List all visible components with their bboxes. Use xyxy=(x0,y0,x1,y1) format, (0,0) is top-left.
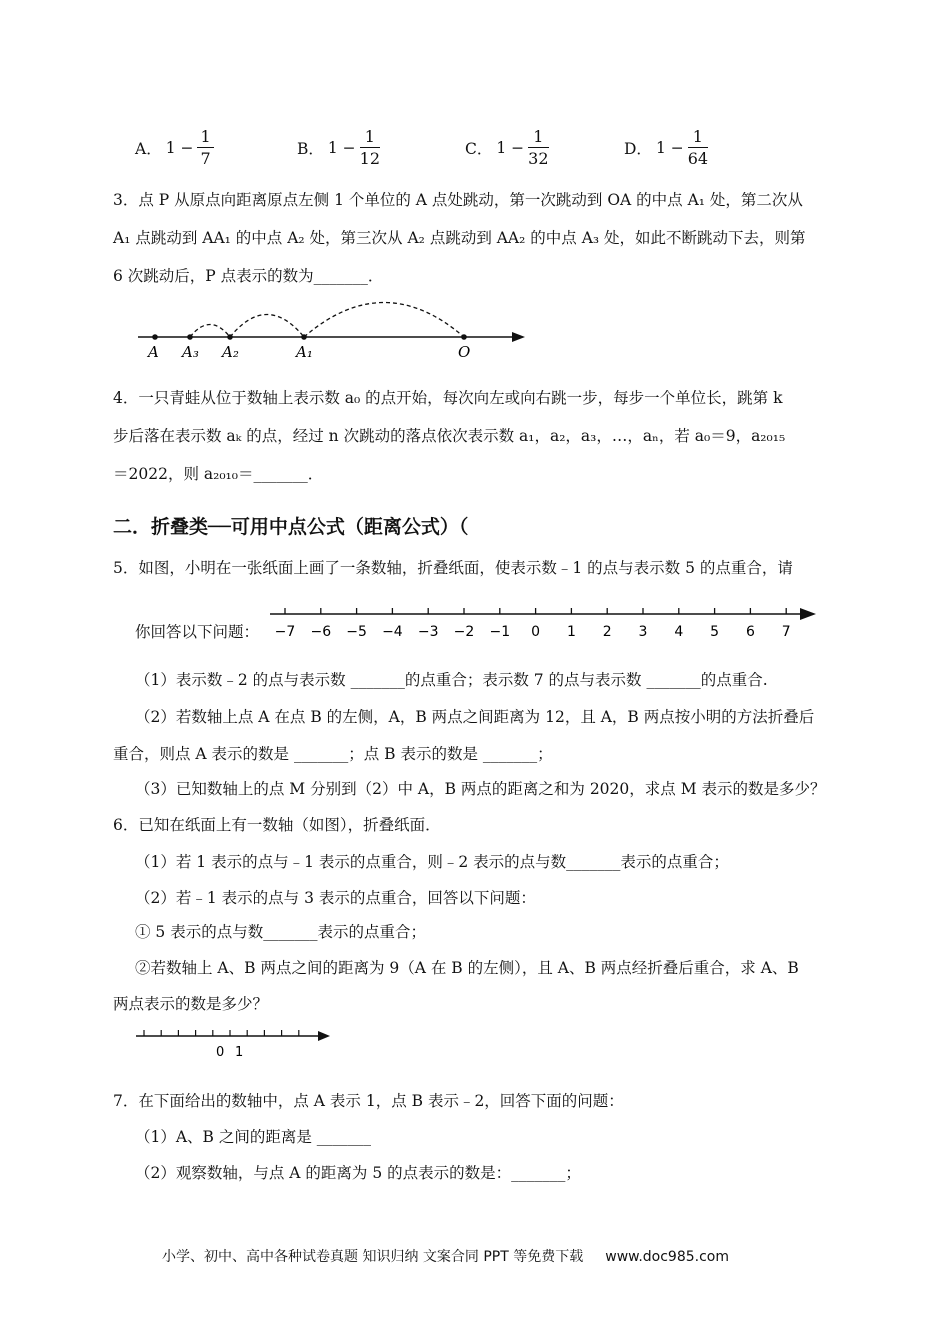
q5-sub-3: （3）已知数轴上的点 M 分别到（2）中 A，B 两点的距离之和为 2020，求点 M 表示的数是多少？ xyxy=(135,780,826,798)
option-b xyxy=(297,128,380,168)
q6-sub-2-2b: 两点表示的数是多少？ xyxy=(113,995,269,1013)
q5-tick-label: −2 xyxy=(453,624,475,640)
label-a1: A₁ xyxy=(296,343,313,361)
option-base: 1 − xyxy=(327,139,356,157)
q3-jump-figure xyxy=(130,290,540,370)
fraction xyxy=(360,128,380,168)
q4-line-2: 步后落在表示数 aₖ 的点，经过 n 次跳动的落点依次表示数 a₁，a₂，a₃，…，aₙ，若 a₀＝9，a₂₀₁₅ xyxy=(113,427,786,445)
q5-tick-label: 7 xyxy=(781,624,791,640)
option-base: 1 − xyxy=(165,139,194,157)
q5-label-group xyxy=(275,624,791,640)
fraction-denominator: 32 xyxy=(528,149,549,168)
q6-sub-1: （1）若 1 表示的点与﹣1 表示的点重合，则﹣2 表示的点与数_______表示的点重合； xyxy=(135,853,729,871)
q3-line-3: 6 次跳动后，P 点表示的数为_______． xyxy=(113,267,384,285)
q5-tick-label: 4 xyxy=(674,624,684,640)
q5-sub-2a: （2）若数轴上点 A 在点 B 的左侧，A，B 两点之间距离为 12，且 A，B 两点按小明的方法折叠后 xyxy=(135,708,815,726)
q6-sub-2-2a: ②若数轴上 A、B 两点之间的距离为 9（A 在 B 的左侧），且 A、B 两点经折叠后重合，求 A、B xyxy=(135,959,799,977)
q4-line-3: ＝2022，则 a₂₀₁₀＝_______． xyxy=(113,465,324,483)
q6-sub-2: （2）若﹣1 表示的点与 3 表示的点重合，回答以下问题： xyxy=(135,889,536,907)
q5-tick-label: 0 xyxy=(531,624,541,640)
q5-tick-label: 5 xyxy=(710,624,720,640)
fraction xyxy=(688,128,708,168)
point-a3 xyxy=(187,334,193,340)
q6-axis-arrow xyxy=(318,1031,330,1041)
fraction-numerator: 1 xyxy=(688,128,708,148)
option-base: 1 − xyxy=(655,139,684,157)
q3-line-2: A₁ 点跳动到 AA₁ 的中点 A₂ 处，第三次从 A₂ 点跳动到 AA₂ 的中点 A₃ 处，如此不断跳动下去，则第 xyxy=(113,229,806,247)
section-title: 二．折叠类──可用中点公式（距离公式）（ xyxy=(113,516,469,538)
fraction-numerator: 1 xyxy=(197,128,213,148)
option-a xyxy=(135,128,214,168)
q4-line-1: 4．一只青蛙从位于数轴上表示数 a₀ 的点开始，每次向左或向右跳一步，每步一个单位长，跳第 k xyxy=(113,389,783,407)
q3-jump-arc-2 xyxy=(230,315,304,338)
q6-label-0: 0 xyxy=(216,1045,225,1060)
q5-tick-label: −1 xyxy=(489,624,511,640)
q3-jump-arc-3 xyxy=(190,325,230,338)
q6-label-1: 1 xyxy=(235,1045,244,1060)
label-a: A xyxy=(148,343,159,361)
option-label: A． xyxy=(135,140,162,158)
q5-line-1: 5．如图，小明在一张纸面上画了一条数轴，折叠纸面，使表示数﹣1 的点与表示数 5 的点重合，请 xyxy=(113,559,793,577)
q6-line-1: 6．已知在纸面上有一数轴（如图），折叠纸面． xyxy=(113,816,441,834)
q5-line-2: 你回答以下问题： xyxy=(135,623,260,641)
q7-sub-1: （1）A、B 之间的距离是 _______ xyxy=(135,1128,372,1146)
fraction-denominator: 64 xyxy=(687,149,709,168)
label-a3: A₃ xyxy=(182,343,199,361)
q5-axis-arrow xyxy=(800,608,816,620)
option-label: D． xyxy=(624,140,652,158)
q5-tick-label: −6 xyxy=(310,624,332,640)
q3-axis-arrow xyxy=(512,332,525,342)
option-d xyxy=(624,128,708,168)
q5-tick-label: 1 xyxy=(566,624,576,640)
q5-tick-group xyxy=(285,608,786,614)
footer-text: 小学、初中、高中各种试卷真题 知识归纳 文案合同 PPT 等免费下载 xyxy=(162,1249,584,1265)
q5-sub-2b: 重合，则点 A 表示的数是 _______；点 B 表示的数是 _______； xyxy=(113,745,553,763)
q7-sub-2: （2）观察数轴，与点 A 的距离为 5 的点表示的数是：_______； xyxy=(135,1164,581,1182)
q5-tick-label: −5 xyxy=(346,624,367,640)
q3-jump-arc-1 xyxy=(304,303,464,338)
option-label: B． xyxy=(297,140,324,158)
q3-line-1: 3．点 P 从原点向距离原点左侧 1 个单位的 A 点处跳动，第一次跳动到 OA 的中点 A₁ 处，第二次从 xyxy=(113,191,803,209)
q6-sub-2-1: ① 5 表示的点与数_______表示的点重合； xyxy=(135,923,426,941)
label-o: O xyxy=(458,343,471,361)
point-a2 xyxy=(227,334,233,340)
point-a xyxy=(152,334,158,340)
q5-tick-label: −3 xyxy=(417,624,439,640)
option-label: C． xyxy=(465,140,493,158)
footer xyxy=(162,1246,729,1266)
q5-tick-label: −7 xyxy=(274,624,296,640)
fraction-denominator: 12 xyxy=(359,149,381,168)
fraction xyxy=(197,128,213,168)
option-c xyxy=(465,128,549,168)
footer-url[interactable]: www.doc985.com xyxy=(605,1249,729,1265)
q5-sub-1: （1）表示数﹣2 的点与表示数 _______的点重合；表示数 7 的点与表示数 _______的点重合. xyxy=(135,671,768,689)
q5-tick-label: 3 xyxy=(638,624,648,640)
q6-tick-group xyxy=(144,1030,299,1036)
fraction-numerator: 1 xyxy=(360,128,380,148)
label-a2: A₂ xyxy=(222,343,239,361)
q5-number-line xyxy=(268,600,820,644)
q6-number-line xyxy=(134,1024,334,1060)
option-base: 1 − xyxy=(496,139,525,157)
fraction-numerator: 1 xyxy=(528,128,548,148)
point-o xyxy=(461,334,467,340)
q5-tick-label: −4 xyxy=(382,624,403,640)
fraction-denominator: 7 xyxy=(200,149,211,168)
q7-line-1: 7．在下面给出的数轴中，点 A 表示 1，点 B 表示﹣2，回答下面的问题： xyxy=(113,1092,624,1110)
point-a1 xyxy=(301,334,307,340)
q5-tick-label: 6 xyxy=(745,624,755,640)
q5-tick-label: 2 xyxy=(602,624,612,640)
fraction xyxy=(528,128,548,168)
